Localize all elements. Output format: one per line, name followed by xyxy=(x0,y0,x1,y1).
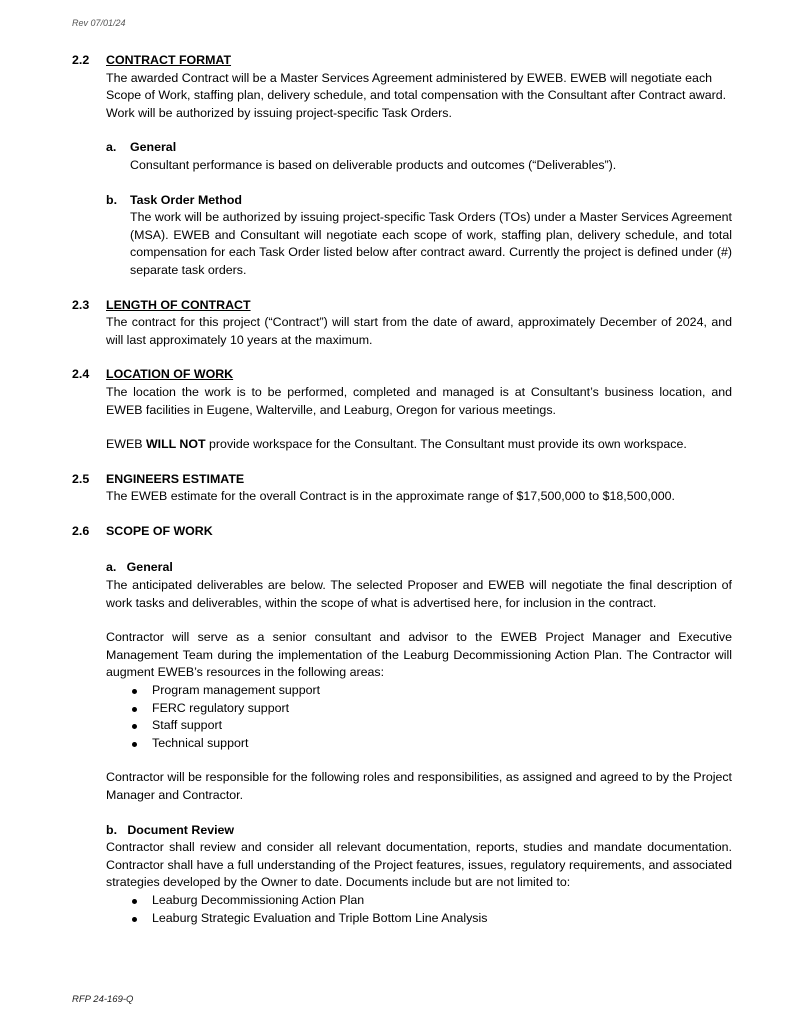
section-title: LOCATION OF WORK xyxy=(106,367,234,382)
section-title: CONTRACT FORMAT xyxy=(106,53,232,67)
section-body: The EWEB estimate for the overall Contract is in the approximate range of $17,500,000 to $18,500,000. xyxy=(106,489,675,504)
subsection-body: Consultant performance is based on deliverable products and outcomes (“Deliverables”). xyxy=(130,157,617,172)
workspace-note-pre: EWEB xyxy=(106,437,146,452)
resource-area-list xyxy=(106,682,732,752)
subsection-title-text: General xyxy=(126,560,173,575)
subsection-title: General xyxy=(130,140,177,155)
subsection-title xyxy=(106,559,732,577)
list-item: Staff support xyxy=(130,717,732,735)
subsection-letter: b. xyxy=(106,192,118,207)
section-title: SCOPE OF WORK xyxy=(106,523,213,538)
subsection-body: The anticipated deliverables are below. The selected Proposer and EWEB will negotiate the final description of work tasks and deliverables, within the scope of what is advertised here, for inclusion in the contract. xyxy=(106,578,732,610)
document-list xyxy=(106,892,732,927)
subsection-title: Task Order Method xyxy=(130,192,242,207)
list-item: FERC regulatory support xyxy=(130,700,732,718)
subsection-document-review xyxy=(106,822,732,928)
section-number: 2.4 xyxy=(72,367,90,382)
workspace-note-emphasis: WILL NOT xyxy=(145,437,206,452)
subsection-scope-general xyxy=(106,559,732,804)
workspace-note-post: provide workspace for the Consultant. The Consultant must provide its own workspace. xyxy=(205,437,687,452)
section-number: 2.6 xyxy=(72,523,90,538)
subsection-letter: a. xyxy=(106,140,117,155)
subsection-letter: b. xyxy=(106,822,118,837)
rfp-number: RFP 24-169-Q xyxy=(72,994,134,1005)
section-2-5 xyxy=(72,471,732,506)
subsection-letter: a. xyxy=(106,560,117,575)
revision-date: Rev 07/01/24 xyxy=(72,18,126,28)
subsection-body-2: Contractor will serve as a senior consultant and advisor to the EWEB Project Manager and Executive Management Team during the implementation of the Leaburg Decommissioning Action Plan. The Contractor will augment EWEB’s resources in the following areas: xyxy=(106,630,732,680)
subsection-title-text: Document Review xyxy=(127,822,235,837)
list-item: Leaburg Strategic Evaluation and Triple Bottom Line Analysis xyxy=(130,910,732,928)
subsection-body-3: Contractor will be responsible for the following roles and responsibilities, as assigned and agreed to by the Project Manager and Contractor. xyxy=(106,770,732,802)
section-title: LENGTH OF CONTRACT xyxy=(106,297,251,312)
section-body: The location the work is to be performed, completed and managed is at Consultant’s business location, and EWEB facilities in Eugene, Walterville, and Leaburg, Oregon for various meetings. xyxy=(106,384,732,417)
section-number: 2.2 xyxy=(72,53,90,67)
subsection-body: The work will be authorized by issuing project-specific Task Orders (TOs) under a Master Services Agreement (MSA). EWEB and Consultant will negotiate each scope of work, staffing plan, delivery schedule, and total compensation for each Task Order listed below after contract award. Currently the project is defined under (#) separate task orders. xyxy=(130,210,732,277)
document-body xyxy=(72,52,732,927)
workspace-note xyxy=(106,436,732,454)
list-item: Leaburg Decommissioning Action Plan xyxy=(130,892,732,910)
section-number: 2.5 xyxy=(72,471,90,486)
list-item: Technical support xyxy=(130,735,732,753)
section-body: The awarded Contract will be a Master Services Agreement administered by EWEB. EWEB will negotiate each Scope of Work, staffing plan, delivery schedule, and total compensation with the Consultant after Contract award. Work will be authorized by issuing project-specific Task Orders. xyxy=(106,70,727,120)
subsection-body: Contractor shall review and consider all relevant documentation, reports, studies and mandate documentation. Contractor shall have a full understanding of the Project features, issues, regulatory requirements, and associated strategies developed by the Owner to date. Documents include but are not limited to: xyxy=(106,840,732,890)
section-title: ENGINEERS ESTIMATE xyxy=(106,471,245,486)
section-2-2 xyxy=(72,52,732,280)
section-number: 2.3 xyxy=(72,297,90,312)
section-body: The contract for this project (“Contract”) will start from the date of award, approximately December of 2024, and will last approximately 10 years at the maximum. xyxy=(106,315,732,347)
section-2-6 xyxy=(72,523,732,927)
section-2-3 xyxy=(72,297,732,350)
section-2-4 xyxy=(72,366,732,453)
list-item: Program management support xyxy=(130,682,732,700)
subsection-task-order-method xyxy=(106,192,732,280)
subsection-title xyxy=(106,822,732,840)
subsection-general xyxy=(106,139,732,174)
